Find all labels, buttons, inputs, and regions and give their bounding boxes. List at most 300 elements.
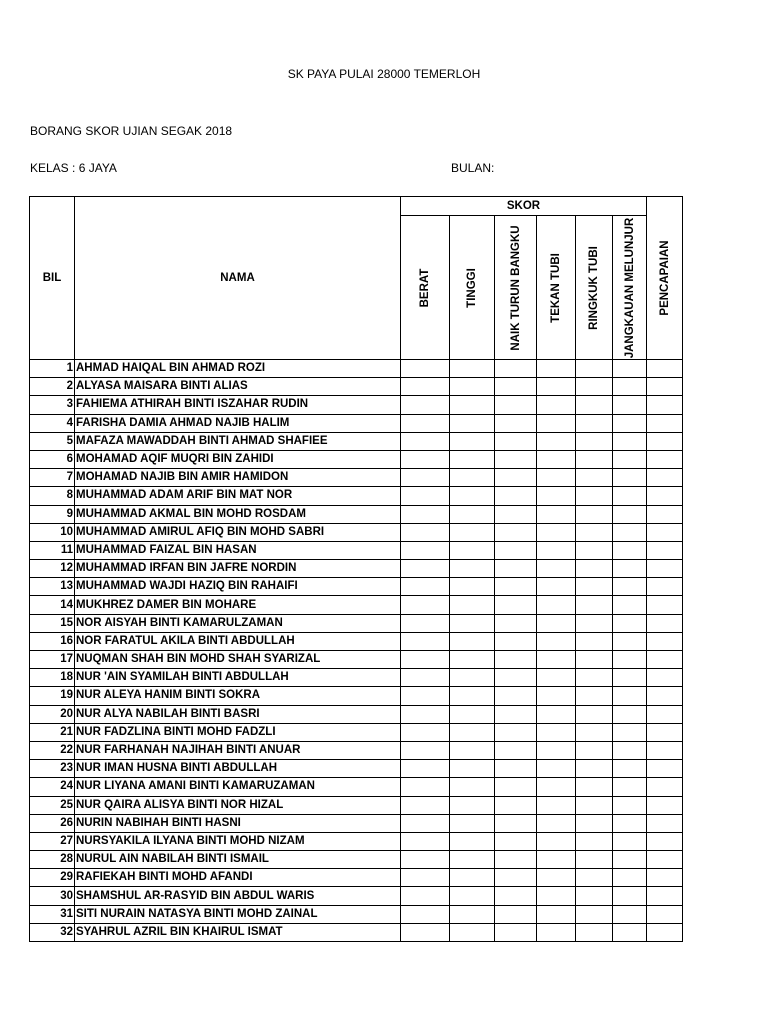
score-cell[interactable] [450,687,495,705]
score-cell[interactable] [576,596,613,614]
pencapaian-cell[interactable] [647,905,683,923]
student-name: NOR FARATUL AKILA BINTI ABDULLAH [75,632,401,650]
score-cell[interactable] [613,923,647,941]
score-cell[interactable] [576,505,613,523]
score-cell[interactable] [537,396,576,414]
score-cell[interactable] [495,887,537,905]
score-cell[interactable] [537,796,576,814]
row-number: 22 [30,741,75,759]
score-cell[interactable] [450,651,495,669]
score-cell[interactable] [401,923,450,941]
table-row [30,669,683,687]
score-cell[interactable] [576,578,613,596]
score-cell[interactable] [495,560,537,578]
student-name: NUR QAIRA ALISYA BINTI NOR HIZAL [75,796,401,814]
score-cell[interactable] [537,741,576,759]
pencapaian-cell[interactable] [647,669,683,687]
score-cell[interactable] [576,560,613,578]
score-cell[interactable] [495,705,537,723]
score-cell[interactable] [450,741,495,759]
score-cell[interactable] [401,578,450,596]
score-cell[interactable] [495,487,537,505]
score-cell[interactable] [537,760,576,778]
score-cell[interactable] [613,832,647,850]
row-number: 17 [30,651,75,669]
score-cell[interactable] [401,450,450,468]
score-cell[interactable] [401,760,450,778]
table-row [30,523,683,541]
table-row [30,723,683,741]
score-cell[interactable] [537,414,576,432]
score-cell[interactable] [576,669,613,687]
pencapaian-cell[interactable] [647,869,683,887]
score-cell[interactable] [401,905,450,923]
score-cell[interactable] [576,523,613,541]
score-cell[interactable] [450,614,495,632]
score-cell[interactable] [401,360,450,378]
score-cell[interactable] [450,814,495,832]
score-cell[interactable] [613,778,647,796]
score-cell[interactable] [450,505,495,523]
score-cell[interactable] [495,541,537,559]
pencapaian-cell[interactable] [647,487,683,505]
score-cell[interactable] [495,669,537,687]
row-number: 13 [30,578,75,596]
student-name: MOHAMAD AQIF MUQRI BIN ZAHIDI [75,450,401,468]
score-cell[interactable] [401,414,450,432]
score-cell[interactable] [576,760,613,778]
score-cell[interactable] [576,414,613,432]
score-cell[interactable] [495,905,537,923]
student-name: MUHAMMAD AMIRUL AFIQ BIN MOHD SABRI [75,523,401,541]
row-number: 20 [30,705,75,723]
score-cell[interactable] [401,505,450,523]
student-name: NURUL AIN NABILAH BINTI ISMAIL [75,851,401,869]
score-cell[interactable] [495,614,537,632]
score-cell[interactable] [450,360,495,378]
table-row [30,705,683,723]
score-cell[interactable] [401,851,450,869]
score-cell[interactable] [537,378,576,396]
score-cell[interactable] [401,687,450,705]
table-row [30,760,683,778]
score-cell[interactable] [495,469,537,487]
score-cell[interactable] [450,887,495,905]
score-cell[interactable] [450,541,495,559]
score-cell[interactable] [450,487,495,505]
score-cell[interactable] [537,541,576,559]
score-cell[interactable] [537,578,576,596]
score-cell[interactable] [537,687,576,705]
header-berat-cell [401,216,450,360]
score-cell[interactable] [537,778,576,796]
score-cell[interactable] [495,923,537,941]
pencapaian-cell[interactable] [647,851,683,869]
score-cell[interactable] [401,651,450,669]
row-number: 9 [30,505,75,523]
score-cell[interactable] [495,796,537,814]
score-cell[interactable] [576,923,613,941]
student-name: NOR AISYAH BINTI KAMARULZAMAN [75,614,401,632]
score-cell[interactable] [576,632,613,650]
score-cell[interactable] [613,723,647,741]
score-cell[interactable] [537,651,576,669]
score-cell[interactable] [613,523,647,541]
score-cell[interactable] [576,869,613,887]
score-cell[interactable] [401,796,450,814]
score-cell[interactable] [450,450,495,468]
table-row [30,923,683,941]
score-cell[interactable] [613,905,647,923]
student-name: RAFIEKAH BINTI MOHD AFANDI [75,869,401,887]
score-cell[interactable] [613,887,647,905]
table-row [30,541,683,559]
student-name: FAHIEMA ATHIRAH BINTI ISZAHAR RUDIN [75,396,401,414]
class-label: KELAS : 6 JAYA [30,161,117,175]
score-cell[interactable] [450,723,495,741]
score-cell[interactable] [495,723,537,741]
score-cell[interactable] [613,796,647,814]
score-cell[interactable] [450,378,495,396]
score-cell[interactable] [401,778,450,796]
score-cell[interactable] [537,905,576,923]
header-pencapaian-cell [647,197,683,360]
table-row [30,414,683,432]
score-cell[interactable] [450,705,495,723]
score-cell[interactable] [450,851,495,869]
score-cell[interactable] [401,705,450,723]
student-name: NUR LIYANA AMANI BINTI KAMARUZAMAN [75,778,401,796]
score-cell[interactable] [450,796,495,814]
table-row [30,614,683,632]
score-cell[interactable] [537,923,576,941]
table-row [30,832,683,850]
row-number: 23 [30,760,75,778]
pencapaian-cell[interactable] [647,796,683,814]
score-cell[interactable] [613,505,647,523]
score-cell[interactable] [613,741,647,759]
score-cell[interactable] [450,869,495,887]
score-cell[interactable] [450,414,495,432]
score-cell[interactable] [537,869,576,887]
row-number: 7 [30,469,75,487]
pencapaian-cell[interactable] [647,687,683,705]
score-cell[interactable] [450,923,495,941]
score-cell[interactable] [450,596,495,614]
table-row [30,814,683,832]
score-cell[interactable] [613,414,647,432]
student-name: SYAHRUL AZRIL BIN KHAIRUL ISMAT [75,923,401,941]
pencapaian-cell[interactable] [647,614,683,632]
score-cell[interactable] [495,869,537,887]
pencapaian-cell[interactable] [647,414,683,432]
score-cell[interactable] [576,614,613,632]
table-row [30,396,683,414]
score-cell[interactable] [401,487,450,505]
row-number: 15 [30,614,75,632]
row-number: 4 [30,414,75,432]
pencapaian-cell[interactable] [647,778,683,796]
pencapaian-cell[interactable] [647,705,683,723]
score-cell[interactable] [401,723,450,741]
score-cell[interactable] [613,760,647,778]
table-row [30,378,683,396]
header-tinggi-cell [450,216,495,360]
score-cell[interactable] [613,487,647,505]
pencapaian-cell[interactable] [647,469,683,487]
score-cell[interactable] [613,469,647,487]
score-cell[interactable] [401,887,450,905]
pencapaian-cell[interactable] [647,523,683,541]
score-cell[interactable] [495,741,537,759]
table-row [30,741,683,759]
score-cell[interactable] [401,596,450,614]
score-cell[interactable] [495,814,537,832]
table-row [30,578,683,596]
pencapaian-cell[interactable] [647,432,683,450]
score-cell[interactable] [495,596,537,614]
pencapaian-cell[interactable] [647,832,683,850]
table-row [30,505,683,523]
score-cell[interactable] [537,723,576,741]
row-number: 1 [30,360,75,378]
header-skor: SKOR [401,197,647,216]
score-cell[interactable] [576,705,613,723]
student-name: AHMAD HAIQAL BIN AHMAD ROZI [75,360,401,378]
score-cell[interactable] [450,469,495,487]
score-cell[interactable] [576,378,613,396]
score-cell[interactable] [613,687,647,705]
score-cell[interactable] [401,741,450,759]
score-cell[interactable] [495,450,537,468]
pencapaian-cell[interactable] [647,632,683,650]
score-cell[interactable] [450,669,495,687]
score-cell[interactable] [495,632,537,650]
score-cell[interactable] [537,887,576,905]
score-cell[interactable] [613,596,647,614]
row-number: 26 [30,814,75,832]
score-cell[interactable] [401,814,450,832]
score-cell[interactable] [576,687,613,705]
table-row [30,905,683,923]
score-cell[interactable] [537,432,576,450]
score-cell[interactable] [613,705,647,723]
score-cell[interactable] [495,832,537,850]
score-cell[interactable] [613,450,647,468]
score-cell[interactable] [613,360,647,378]
student-name: NURIN NABIHAH BINTI HASNI [75,814,401,832]
score-cell[interactable] [537,632,576,650]
score-cell[interactable] [576,905,613,923]
pencapaian-cell[interactable] [647,596,683,614]
row-number: 2 [30,378,75,396]
pencapaian-cell[interactable] [647,450,683,468]
score-cell[interactable] [401,469,450,487]
student-name: MOHAMAD NAJIB BIN AMIR HAMIDON [75,469,401,487]
score-cell[interactable] [495,396,537,414]
pencapaian-cell[interactable] [647,887,683,905]
row-number: 5 [30,432,75,450]
score-cell[interactable] [537,360,576,378]
score-cell[interactable] [537,450,576,468]
score-cell[interactable] [537,832,576,850]
table-row [30,487,683,505]
score-cell[interactable] [576,450,613,468]
score-cell[interactable] [537,614,576,632]
pencapaian-cell[interactable] [647,505,683,523]
row-number: 31 [30,905,75,923]
score-cell[interactable] [613,396,647,414]
header-naik-turun-bangku: NAIK TURUN BANGKU [509,224,522,351]
score-cell[interactable] [576,487,613,505]
student-name: SHAMSHUL AR-RASYID BIN ABDUL WARIS [75,887,401,905]
header-ringkuk-tubi-cell [576,216,613,360]
score-cell[interactable] [401,669,450,687]
score-cell[interactable] [613,578,647,596]
pencapaian-cell[interactable] [647,923,683,941]
score-cell[interactable] [495,505,537,523]
table-row [30,887,683,905]
row-number: 30 [30,887,75,905]
score-cell[interactable] [450,778,495,796]
table-row [30,560,683,578]
score-cell[interactable] [495,378,537,396]
score-cell[interactable] [576,723,613,741]
header-bil: BIL [30,197,75,360]
pencapaian-cell[interactable] [647,560,683,578]
score-cell[interactable] [401,396,450,414]
score-cell[interactable] [450,432,495,450]
pencapaian-cell[interactable] [647,578,683,596]
score-cell[interactable] [401,869,450,887]
score-cell[interactable] [613,432,647,450]
score-cell[interactable] [576,778,613,796]
score-cell[interactable] [495,432,537,450]
header-pencapaian: PENCAPAIAN [658,240,671,316]
score-cell[interactable] [450,832,495,850]
score-cell[interactable] [576,814,613,832]
score-cell[interactable] [537,596,576,614]
score-cell[interactable] [450,905,495,923]
score-cell[interactable] [537,560,576,578]
score-cell[interactable] [537,469,576,487]
pencapaian-cell[interactable] [647,360,683,378]
row-number: 18 [30,669,75,687]
pencapaian-cell[interactable] [647,396,683,414]
school-title: SK PAYA PULAI 28000 TEMERLOH [287,67,481,81]
row-number: 11 [30,541,75,559]
score-cell[interactable] [450,396,495,414]
score-cell[interactable] [495,578,537,596]
score-cell[interactable] [613,869,647,887]
student-name: MUHAMMAD WAJDI HAZIQ BIN RAHAIFI [75,578,401,596]
score-cell[interactable] [495,523,537,541]
score-cell[interactable] [401,432,450,450]
score-cell[interactable] [613,378,647,396]
student-name: NUR ALYA NABILAH BINTI BASRI [75,705,401,723]
score-cell[interactable] [576,541,613,559]
score-cell[interactable] [450,560,495,578]
score-cell[interactable] [537,705,576,723]
score-cell[interactable] [450,578,495,596]
score-cell[interactable] [537,851,576,869]
score-cell[interactable] [613,851,647,869]
score-cell[interactable] [401,614,450,632]
header-naik-turun-bangku-cell [495,216,537,360]
score-cell[interactable] [495,778,537,796]
score-cell[interactable] [576,832,613,850]
score-cell[interactable] [495,760,537,778]
score-cell[interactable] [576,469,613,487]
score-cell[interactable] [401,378,450,396]
row-number: 28 [30,851,75,869]
pencapaian-cell[interactable] [647,723,683,741]
score-cell[interactable] [537,505,576,523]
score-cell[interactable] [613,651,647,669]
row-number: 19 [30,687,75,705]
header-tekan-tubi-cell [537,216,576,360]
table-row [30,432,683,450]
score-cell[interactable] [537,487,576,505]
score-cell[interactable] [401,523,450,541]
score-cell[interactable] [576,360,613,378]
pencapaian-cell[interactable] [647,378,683,396]
score-cell[interactable] [450,523,495,541]
score-cell[interactable] [613,814,647,832]
score-cell[interactable] [537,523,576,541]
score-cell[interactable] [576,651,613,669]
table-row [30,869,683,887]
header-berat: BERAT [419,268,431,307]
score-cell[interactable] [450,760,495,778]
score-cell[interactable] [576,432,613,450]
score-cell[interactable] [576,887,613,905]
score-cell[interactable] [576,851,613,869]
score-cell[interactable] [495,651,537,669]
score-cell[interactable] [576,796,613,814]
table-row [30,596,683,614]
score-cell[interactable] [576,741,613,759]
score-cell[interactable] [576,396,613,414]
pencapaian-cell[interactable] [647,760,683,778]
score-cell[interactable] [401,632,450,650]
student-name: MAFAZA MAWADDAH BINTI AHMAD SHAFIEE [75,432,401,450]
score-cell[interactable] [613,560,647,578]
score-cell[interactable] [401,541,450,559]
score-cell[interactable] [495,360,537,378]
score-cell[interactable] [495,687,537,705]
score-cell[interactable] [613,614,647,632]
pencapaian-cell[interactable] [647,814,683,832]
score-cell[interactable] [613,632,647,650]
table-row [30,360,683,378]
pencapaian-cell[interactable] [647,651,683,669]
score-cell[interactable] [401,560,450,578]
student-name: NUQMAN SHAH BIN MOHD SHAH SYARIZAL [75,651,401,669]
score-cell[interactable] [495,851,537,869]
score-cell[interactable] [537,669,576,687]
student-name: SITI NURAIN NATASYA BINTI MOHD ZAINAL [75,905,401,923]
score-cell[interactable] [613,541,647,559]
score-cell[interactable] [495,414,537,432]
score-cell[interactable] [450,632,495,650]
row-number: 16 [30,632,75,650]
score-cell[interactable] [537,814,576,832]
pencapaian-cell[interactable] [647,541,683,559]
pencapaian-cell[interactable] [647,741,683,759]
score-cell[interactable] [613,669,647,687]
score-cell[interactable] [401,832,450,850]
